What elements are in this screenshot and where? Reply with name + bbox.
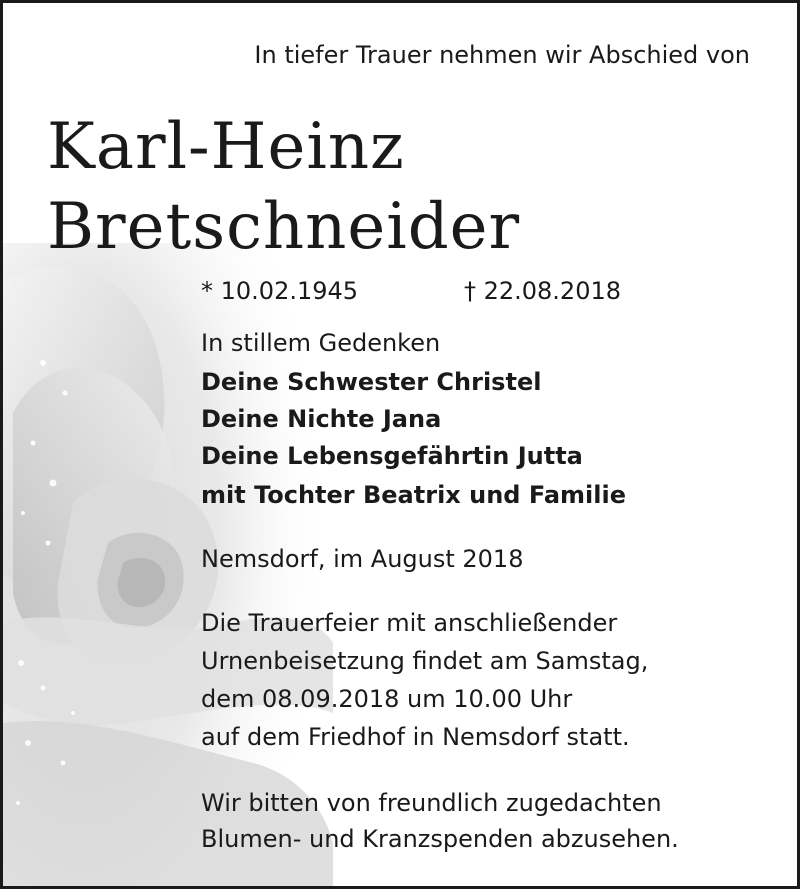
- mourner-line: Deine Schwester Christel: [201, 368, 542, 396]
- request-line: Blumen- und Kranzspenden abzusehen.: [201, 825, 679, 853]
- deceased-first-name: Karl-Heinz: [47, 110, 405, 184]
- ceremony-line: Die Trauerfeier mit anschließender: [201, 609, 618, 637]
- ceremony-line: auf dem Friedhof in Nemsdorf statt.: [201, 723, 630, 751]
- deceased-last-name: Bretschneider: [47, 190, 521, 264]
- life-dates: [201, 273, 621, 309]
- place-date: Nemsdorf, im August 2018: [201, 545, 524, 573]
- mourner-line: Deine Nichte Jana: [201, 405, 442, 433]
- request-line: Wir bitten von freundlich zugedachten: [201, 789, 662, 817]
- death-date: † 22.08.2018: [463, 277, 621, 305]
- mourner-line: mit Tochter Beatrix und Familie: [201, 481, 626, 509]
- mourners-intro: In stillem Gedenken: [201, 329, 441, 357]
- mourner-line: Deine Lebensgefährtin Jutta: [201, 442, 583, 470]
- ceremony-line: dem 08.09.2018 um 10.00 Uhr: [201, 685, 573, 713]
- birth-date: * 10.02.1945: [201, 277, 359, 305]
- ceremony-line: Urnenbeisetzung findet am Samstag,: [201, 647, 649, 675]
- intro-line: In tiefer Trauer nehmen wir Abschied von: [254, 41, 750, 69]
